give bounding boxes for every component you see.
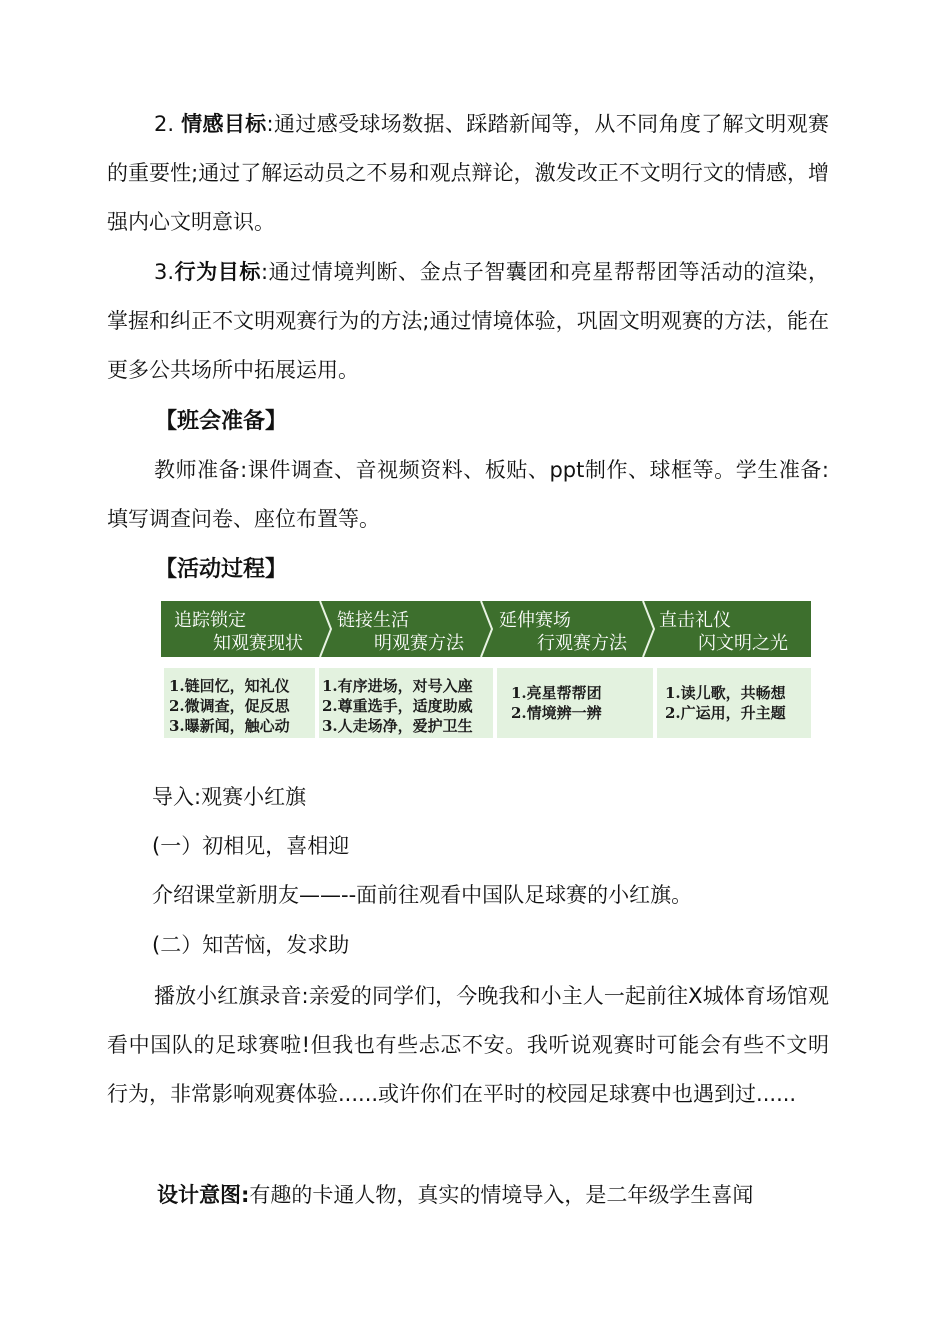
flow-box-2-item: 3.人走场净，爱护卫生 (322, 717, 473, 735)
flow-box-2 (319, 668, 493, 738)
flow-step-1-line1: 追踪锁定 (174, 610, 246, 631)
flow-step-3 (485, 601, 647, 657)
flow-box-4-item: 1.读儿歌，共畅想 (665, 684, 786, 702)
prep-section-title: 【班会准备】 (155, 409, 288, 434)
intro-part2-title: (二）知苦恼，发求助 (152, 933, 350, 957)
flow-box-4-item: 2.广运用，升主题 (665, 704, 786, 722)
flow-box-1-item: 2.微调查，促反思 (169, 697, 290, 715)
behavior-goal-label: 行为目标 (174, 260, 261, 284)
flow-box-1-item: 1.链回忆，知礼仪 (169, 677, 290, 695)
flow-box-3 (497, 668, 653, 738)
flow-box-3-item: 2.情境辨一辨 (511, 704, 602, 722)
behavior-goal-paragraph (107, 248, 829, 395)
design-intent-label: 设计意图: (157, 1183, 250, 1207)
flow-step-4 (647, 601, 811, 657)
flow-box-3-item: 1.亮星帮帮团 (511, 684, 602, 702)
flow-box-1-item: 3.曝新闻，触心动 (169, 717, 290, 735)
emotion-goal-paragraph (107, 100, 829, 247)
flow-step-3-line2: 行观赛方法 (537, 633, 627, 654)
flow-step-2-line2: 明观赛方法 (374, 633, 464, 654)
flow-box-2-item: 2.尊重选手，适度助威 (322, 697, 473, 715)
flow-step-1-line2: 知观赛现状 (213, 633, 303, 654)
flow-step-4-line1: 直击礼仪 (659, 610, 731, 631)
emotion-goal-label: 情感目标 (181, 112, 267, 136)
prep-paragraph: 教师准备:课件调查、音视频资料、板贴、ppt制作、球框等。学生准备:填写调查问卷、座位布置等。 (107, 458, 829, 531)
flow-box-1 (164, 668, 315, 738)
flow-banner (161, 601, 811, 657)
activity-flow-diagram (161, 601, 811, 741)
flow-box-4 (657, 668, 811, 738)
emotion-goal-text: :通过感受球场数据、踩踏新闻等，从不同角度了解文明观赛的重要性;通过了解运动员之不易和观点辩论，激发改正不文明行文的情感，增强内心文明意识。 (107, 112, 830, 234)
intro-part1-title: (一）初相见，喜相迎 (152, 834, 350, 858)
intro-heading: 导入:观赛小红旗 (152, 785, 307, 809)
process-section-title: 【活动过程】 (155, 557, 288, 582)
design-intent-paragraph (107, 1171, 829, 1220)
flow-box-2-item: 1.有序进场，对号入座 (322, 677, 473, 695)
flow-step-4-line2: 闪文明之光 (698, 633, 788, 654)
intro-part2-paragraph: 播放小红旗录音:亲爱的同学们，今晚我和小主人一起前往X城体育场馆观看中国队的足球赛啦!但我也有些忐忑不安。我听说观赛时可能会有些不文明行为，非常影响观赛体验......或许你们在平时的校园足球赛中也遇到过...... (107, 984, 829, 1106)
design-intent-text: 有趣的卡通人物，真实的情境导入，是二年级学生喜闻 (249, 1183, 754, 1207)
flow-step-3-line1: 延伸赛场 (499, 610, 571, 631)
emotion-goal-number: 2. (154, 112, 175, 136)
flow-step-1 (161, 601, 323, 657)
behavior-goal-text: :通过情境判断、金点子智囊团和亮星帮帮团等活动的渲染，掌握和纠正不文明观赛行为的方法;通过情境体验，巩固文明观赛的方法，能在更多公共场所中拓展运用。 (107, 260, 830, 382)
behavior-goal-number: 3. (154, 260, 175, 284)
flow-step-2 (323, 601, 485, 657)
flow-step-2-line1: 链接生活 (337, 610, 409, 631)
intro-part1-text: 介绍课堂新朋友——--面前往观看中国队足球赛的小红旗。 (152, 883, 693, 907)
